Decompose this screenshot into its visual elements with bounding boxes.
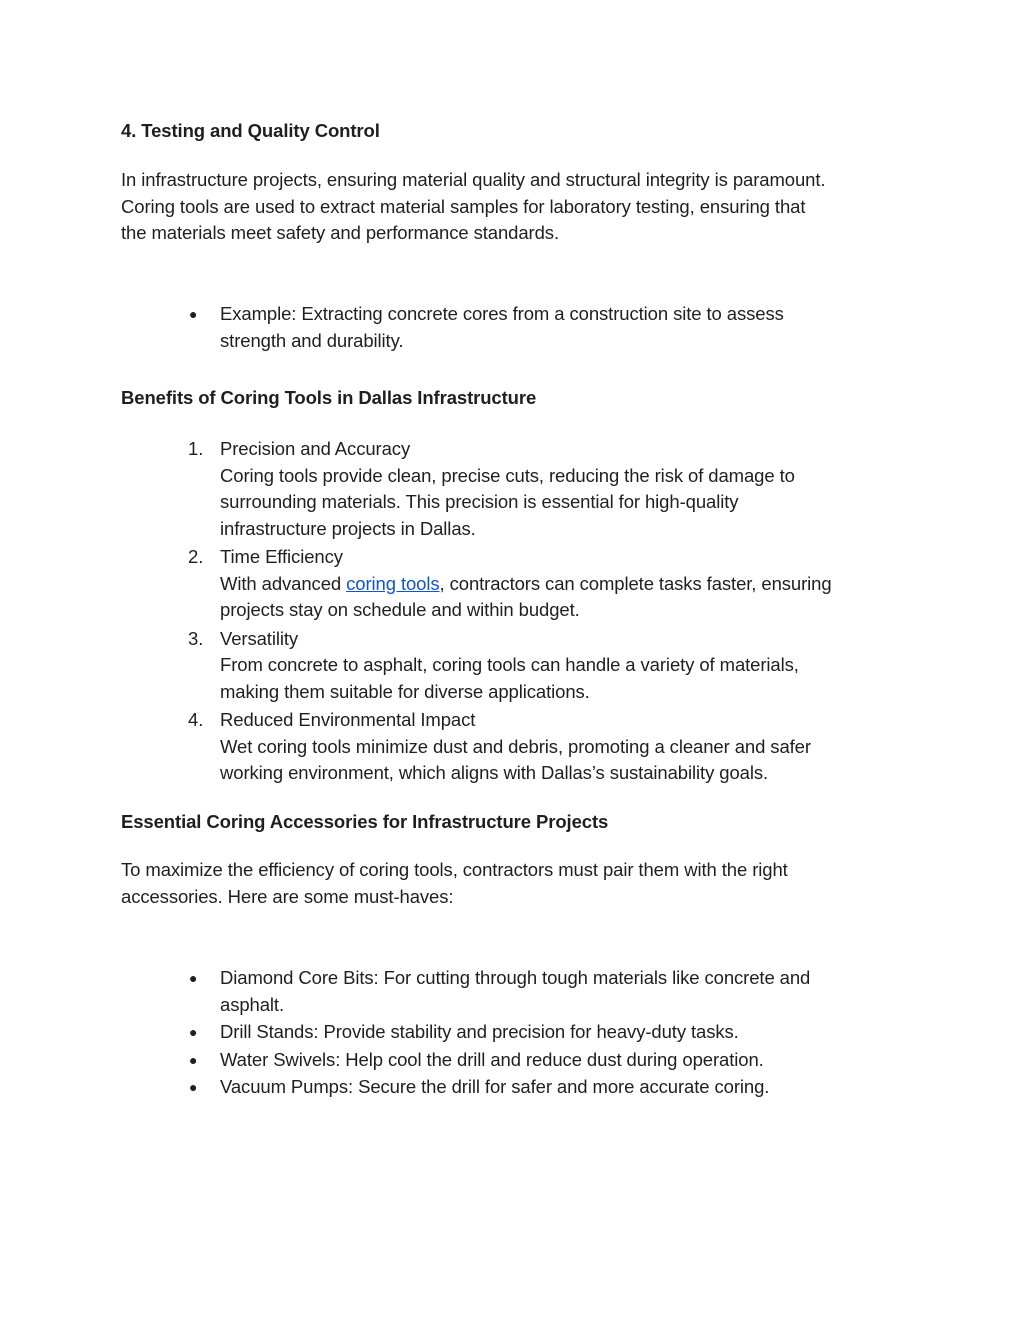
bullet-icon: ● [189, 1024, 198, 1040]
paragraph-line: Coring tools are used to extract material samples for laboratory testing, ensuring that [121, 195, 806, 217]
paragraph-line: To maximize the efficiency of coring tools, contractors must pair them with the right [121, 859, 788, 880]
benefit-title: Reduced Environmental Impact [220, 709, 476, 730]
paragraph-line: the materials meet safety and performance standards. [121, 222, 559, 243]
bullet-icon: ● [189, 1079, 198, 1095]
list-item-text: Example: Extracting concrete cores from a construction site to assess [220, 303, 784, 324]
bullet-icon: ● [189, 970, 198, 986]
benefit-text: projects stay on schedule and within budget. [220, 599, 580, 620]
list-item [189, 1047, 910, 1074]
paragraph-line: accessories. Here are some must-haves: [121, 885, 454, 907]
benefit-text-segment: With advanced [220, 572, 347, 594]
bullet-icon: ● [189, 1051, 198, 1068]
benefit-title: Versatility [220, 627, 299, 649]
benefit-text: infrastructure projects in Dallas. [220, 517, 476, 539]
list-item [189, 301, 910, 354]
benefit-text [220, 571, 910, 598]
list-item [188, 544, 910, 624]
benefit-text: Wet coring tools minimize dust and debris, promoting a cleaner and safer [220, 735, 811, 757]
list-item-text: Drill Stands: Provide stability and precision for heavy-duty tasks. [220, 1021, 739, 1042]
bullet-list-testing [189, 301, 910, 354]
heading-testing-quality-control: 4. Testing and Quality Control [121, 120, 380, 141]
list-item-text: Water Swivels: Help cool the drill and reduce dust during operation. [220, 1048, 764, 1070]
list-number: 2. [188, 546, 204, 567]
list-number: 1. [188, 438, 204, 459]
heading-accessories: Essential Coring Accessories for Infrastructure Projects [121, 811, 609, 832]
benefit-text: surrounding materials. This precision is essential for high-quality [220, 491, 739, 512]
list-item [189, 1019, 910, 1046]
benefit-text: Coring tools provide clean, precise cuts, reducing the risk of damage to [220, 464, 795, 486]
benefit-text: making them suitable for diverse applications. [220, 680, 590, 702]
benefit-text: From concrete to asphalt, coring tools can handle a variety of materials, [220, 654, 799, 675]
benefit-title: Time Efficiency [220, 546, 343, 567]
list-item [188, 436, 910, 542]
list-item [188, 626, 910, 706]
numbered-list-benefits [188, 436, 910, 787]
list-item [189, 965, 910, 1018]
list-number: 3. [188, 627, 204, 649]
benefit-text: working environment, which aligns with Dallas’s sustainability goals. [220, 762, 769, 783]
list-item-text: Diamond Core Bits: For cutting through tough materials like concrete and [220, 967, 811, 988]
benefit-title: Precision and Accuracy [220, 438, 411, 459]
list-item-text: strength and durability. [220, 329, 404, 351]
list-item [189, 1074, 910, 1101]
list-item-text: asphalt. [220, 993, 284, 1015]
list-number: 4. [188, 709, 204, 730]
bullet-icon: ● [189, 306, 198, 322]
coring-tools-link[interactable]: coring tools [346, 572, 440, 594]
paragraph-accessories-intro [121, 857, 911, 910]
benefit-text-segment: , contractors can complete tasks faster, ensuring [439, 572, 832, 594]
list-item [188, 707, 910, 787]
heading-benefits: Benefits of Coring Tools in Dallas Infrastructure [121, 387, 537, 408]
list-item-text: Vacuum Pumps: Secure the drill for safer and more accurate coring. [220, 1076, 770, 1097]
paragraph-testing-intro [121, 167, 911, 247]
paragraph-line: In infrastructure projects, ensuring material quality and structural integrity is paramount. [121, 169, 826, 190]
bullet-list-accessories [189, 965, 910, 1101]
